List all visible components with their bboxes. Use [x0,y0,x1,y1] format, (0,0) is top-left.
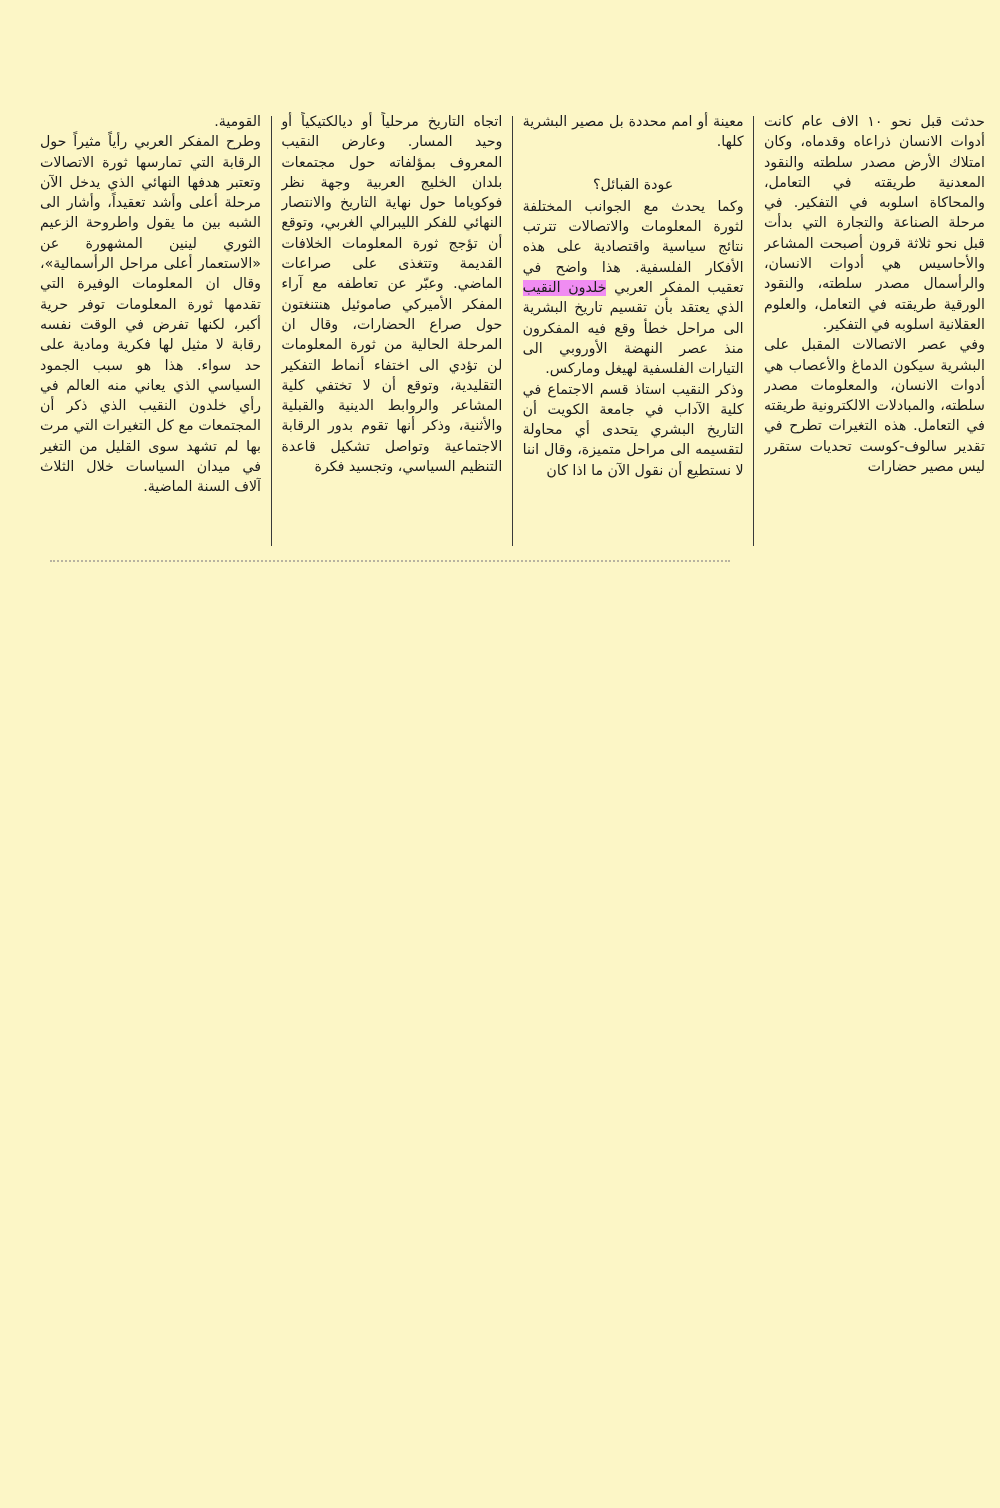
article-column-4 [40,112,261,550]
article-column-2 [523,112,744,550]
paragraph [523,197,744,380]
paragraph: وذكر النقيب استاذ قسم الاجتماع في كلية الآداب في جامعة الكويت أن التاريخ البشري يتحدى أي محاولة لتقسيمه الى مراحل متميزة، وقال اننا لا نستطيع أن نقول الآن ما اذا كان [522,381,744,479]
article-column-1 [764,112,985,550]
column-divider [512,116,513,546]
bottom-divider [50,560,730,564]
paragraph-text: الذي يعتقد بأن تقسيم تاريخ البشرية الى مراحل خطأ وقع فيه المفكرون منذ عصر النهضة الأوروبي الى التيارات الفلسفية لهيغل وماركس. [522,300,744,378]
paragraph: حدثت قبل نحو ١٠ الاف عام كانت أدوات الانسان ذراعاه وقدماه، وكان امتلاك الأرض مصدر سلطته والنقود المعدنية طريقته في التعامل، والمحاكاة اسلوبه في التفكير. في مرحلة الصناعة والتجارة التي بدأت قبل نحو ثلاثة قرون أصبحت المشاعر والأحاسيس هي أدوات الانسان، والرأسمال مصدر سلطته، والنقود الورقية طريقته في التعامل، والعلوم العقلانية اسلوبه في التفكير. [763,114,985,333]
paragraph: اتجاه التاريخ مرحلياً أو ديالكتيكياً أو وحيد المسار. وعارض النقيب المعروف بمؤلفاته حول مجتمعات بلدان الخليج العربية وجهة نظر فوكوياما حول نهاية التاريخ والانتصار النهائي للفكر الليبرالي الغربي، وتوقع أن تؤجج ثورة المعلومات الخلافات القديمة وتتغذى على صراعات الماضي. وعبّر عن تعاطفه مع آراء المفكر الأميركي صاموئيل هنتنغتون حول صراع الحضارات، وقال ان المرحلة الحالية من ثورة المعلومات لن تؤدي الى اختفاء أنماط التفكير التقليدية، وتوقع أن لا تختفي كلية المشاعر والروابط الدينية والقبلية والأثنية، وذكر أنها تقوم بدور الرقابة الاجتماعية وتواصل تشكيل قاعدة التنظيم السياسي، وتجسيد فكرة [281,114,503,476]
paragraph: وطرح المفكر العربي رأياً مثيراً حول الرقابة التي تمارسها ثورة الاتصالات وتعتبر هدفها النهائي الذي يدخل الآن مرحلة أعلى وأشد تعقيداً، وأشار الى الشبه بين ما يقول واطروحة الزعيم الثوري لينين المشهورة عن «الاستعمار أعلى مراحل الرأسمالية»، وقال ان المعلومات الوفيرة التي تقدمها ثورة المعلومات توفر حرية أكبر، لكنها تفرض في الوقت نفسه رقابة لا مثيل لها فكرية ومادية على حد سواء. هذا هو سبب الجمود السياسي الذي يعاني منه العالم في رأي خلدون النقيب الذي ذكر أن المجتمعات مع كل التغيرات التي مرت بها لم تشهد سوى القليل من التغير في ميدان السياسات خلال الثلاث آلاف السنة الماضية. [40,134,261,496]
paragraph: وفي عصر الاتصالات المقبل على البشرية سيكون الدماغ والأعصاب هي أدوات الانسان، والمعلومات مصدر سلطته، والمبادلات الالكترونية طريقته في التعامل. هذه التغيرات تطرح في تقدير سالوف-كوست تحديات ستقرر ليس مصير حضارات [763,337,985,476]
paragraph: القومية. [214,114,261,130]
article-column-3 [281,112,502,550]
paragraph: معينة أو امم محددة بل مصير البشرية كلها. [522,114,744,151]
highlighted-name: خلدون النقيب [522,280,607,297]
column-divider [271,116,272,546]
article-columns [40,112,985,550]
section-subheading: عودة القبائل؟ [592,176,674,193]
paragraph-text: وكما يحدث مع الجوانب المختلفة لثورة المعلومات والاتصالات تترتب نتائج سياسية واقتصادية على هذه الأفكار الفلسفية. هذا واضح في تعقيب المفكر العربي [522,198,744,297]
column-divider [753,116,754,546]
